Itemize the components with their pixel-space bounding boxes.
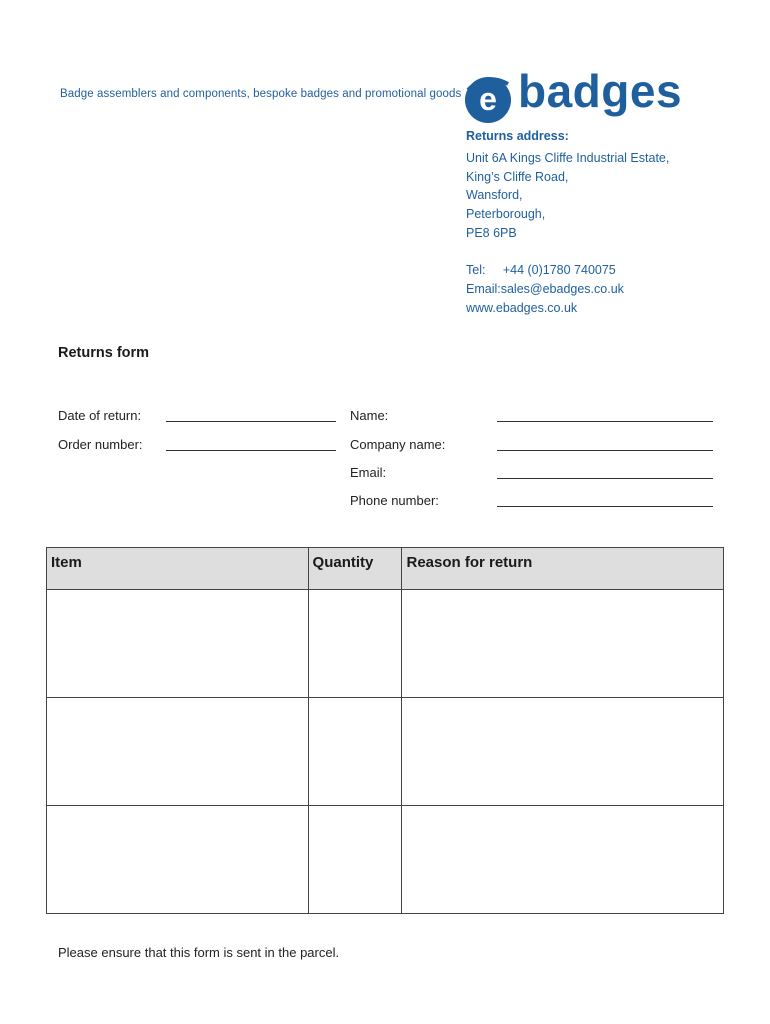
item-cell[interactable] <box>47 806 309 914</box>
date-of-return-field[interactable] <box>166 421 336 422</box>
phone-number-field[interactable] <box>497 506 713 507</box>
phone-number-label: Phone number: <box>350 493 439 508</box>
returns-address <box>466 127 669 318</box>
name-field[interactable] <box>497 421 713 422</box>
reason-cell[interactable] <box>402 806 724 914</box>
logo-wordmark: badges <box>518 65 683 117</box>
order-number-label: Order number: <box>58 437 143 452</box>
telephone: Tel: +44 (0)1780 740075 <box>466 263 616 278</box>
email-label: Email: <box>350 465 387 480</box>
reason-cell[interactable] <box>402 590 724 698</box>
item-cell[interactable] <box>47 590 309 698</box>
reason-column-header: Reason for return <box>402 548 724 590</box>
e-circle-icon <box>462 70 518 126</box>
table-row <box>47 806 724 914</box>
date-of-return-label: Date of return: <box>58 408 142 423</box>
email-address[interactable]: Email:sales@ebadges.co.uk <box>466 282 624 297</box>
item-column-header: Item <box>47 548 309 590</box>
address-line: Unit 6A Kings Cliffe Industrial Estate, <box>466 150 670 165</box>
company-name-label: Company name: <box>350 437 446 452</box>
quantity-cell[interactable] <box>308 806 402 914</box>
company-name-field[interactable] <box>497 450 713 451</box>
table-header-row <box>47 548 724 590</box>
table-row <box>47 590 724 698</box>
quantity-column-header: Quantity <box>308 548 402 590</box>
name-label: Name: <box>350 408 389 423</box>
item-cell[interactable] <box>47 698 309 806</box>
quantity-cell[interactable] <box>308 698 402 806</box>
website-link[interactable]: www.ebadges.co.uk <box>466 300 578 315</box>
logo-letter: e <box>479 81 497 117</box>
address-line: Peterborough, <box>466 207 546 222</box>
reason-cell[interactable] <box>402 698 724 806</box>
order-number-field[interactable] <box>166 450 336 451</box>
address-line: Wansford, <box>466 188 523 203</box>
tagline: Badge assemblers and components, bespoke badges and promotional goods <box>60 88 462 100</box>
address-heading: Returns address: <box>466 129 569 143</box>
quantity-cell[interactable] <box>308 590 402 698</box>
table-row <box>47 698 724 806</box>
ebadges-logo <box>462 65 687 126</box>
address-line: King’s Cliffe Road, <box>466 169 569 184</box>
email-field[interactable] <box>497 478 713 479</box>
footer-note: Please ensure that this form is sent in the parcel. <box>58 945 340 960</box>
address-line: PE8 6PB <box>466 225 517 240</box>
returns-table <box>46 547 724 914</box>
form-title: Returns form <box>58 345 150 361</box>
